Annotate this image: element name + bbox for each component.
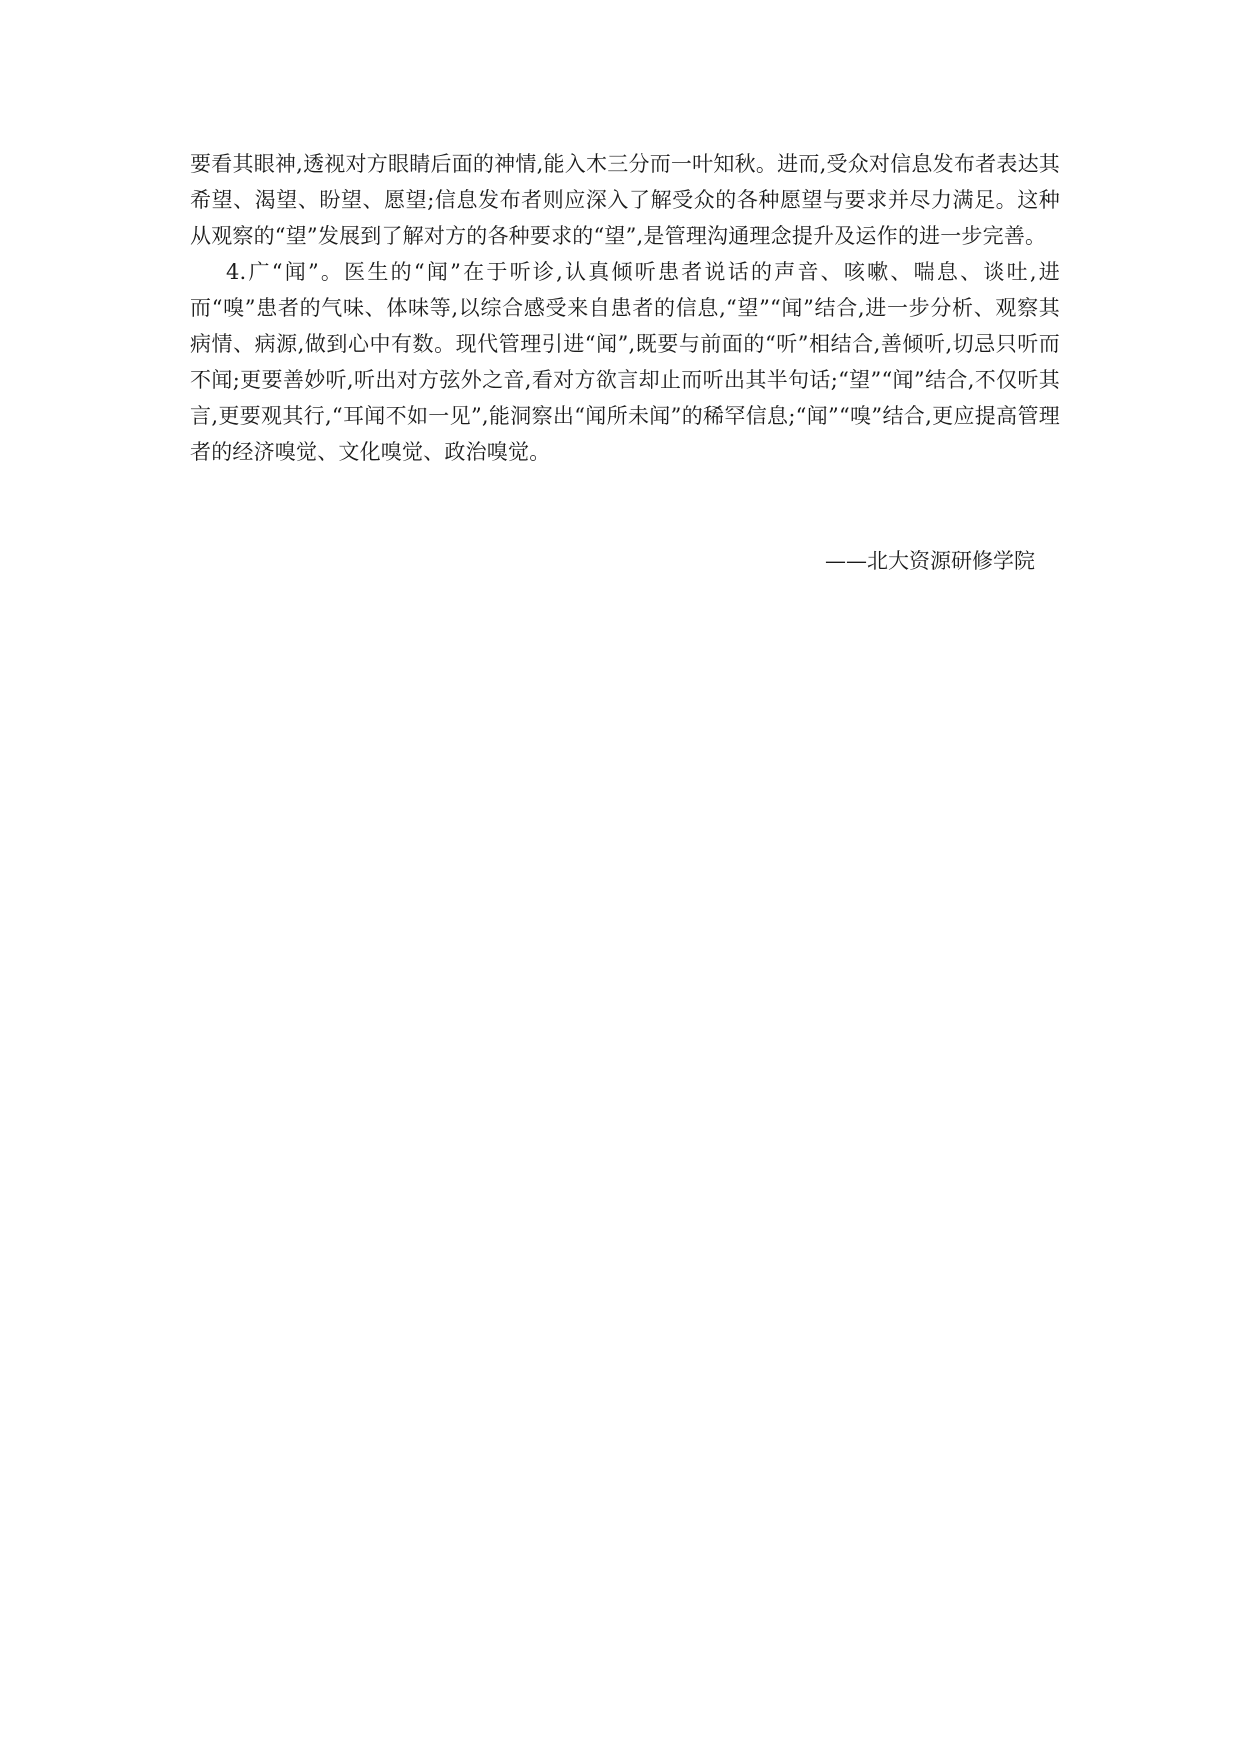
paragraph-listening: 4.广“闻”。医生的“闻”在于听诊,认真倾听患者说话的声音、咳嗽、喘息、谈吐,进而“嗅”患者的气味、体味等,以综合感受来自患者的信息,“望”“闻”结合,进一步分析、观察其病情、病源,做到心中有数。现代管理引进“闻”,既要与前面的“听”相结合,善倾听,切忌只听而不闻;更要善妙听,听出对方弦外之音,看对方欲言却止而听出其半句话;“望”“闻”结合,不仅听其言,更要观其行,“耳闻不如一见”,能洞察出“闻所未闻”的稀罕信息;“闻”“嗅”结合,更应提高管理者的经济嗅觉、文化嗅觉、政治嗅觉。 [190,260,1060,464]
paragraph-observation: 要看其眼神,透视对方眼睛后面的神情,能入木三分而一叶知秋。进而,受众对信息发布者表达其希望、渴望、盼望、愿望;信息发布者则应深入了解受众的各种愿望与要求并尽力满足。这种从观察的“望”发展到了解对方的各种要求的“望”,是管理沟通理念提升及运作的进一步完善。 [190,152,1060,248]
signature: ——北大资源研修学院 [825,549,1035,573]
document-body [190,146,1060,470]
